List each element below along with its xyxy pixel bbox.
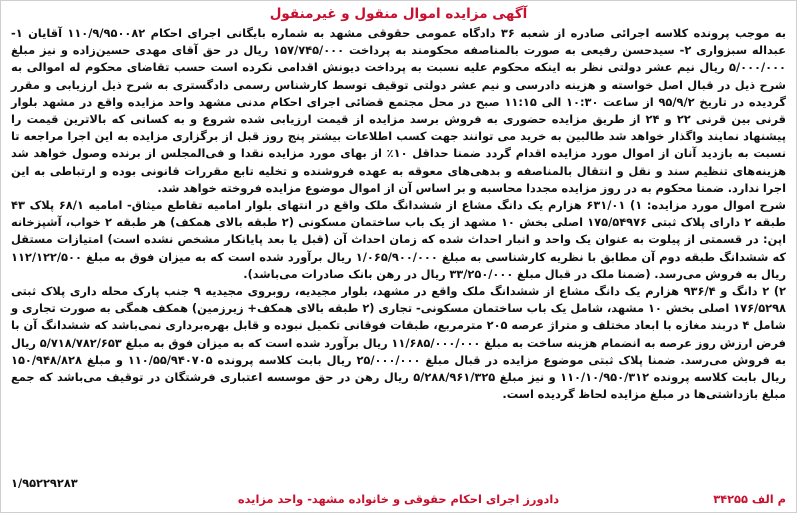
notice-paragraph-intro: به موجب پرونده کلاسه اجرائی صادره از شعبه ۳۶ دادگاه عمومی حقوقی مشهد به شماره بایگانی اجرای احکام ۱۱۰/۹/۹۵۰۰۸۲ آقایان ۱- عبداله سبزواری ۲- سیدحسن رفیعی به صورت بالمناصفه محکومند به پرداخت ۱۵۷/۷۴۵/۰۰۰ ریال در حق آقای مهدی حسین‌زاده و نیز مبلغ ۵/۰۰۰/۰۰۰ ریال نیم عشر دولتی نظر به اینکه محکوم علیه نسبت به پرداخت دیونش اقدامی نکرده است حسب تقاضای محکوم له اموالی به شرح ذیل در قبال اصل خواسته و هزینه دادرسی و نیم عشر دولتی توقیف توسط کارشناس رسمی دادگستری به شرح ذیل ارزیابی و مقرر گردیده در تاریخ ۹۵/۹/۲ از ساعت ۱۰:۳۰ الی ۱۱:۱۵ صبح در محل مجتمع قضائی اجرای احکام مدنی مشهد واحد مزایده واقع در مشهد بلوار قرنی بین قرنی ۲۲ و ۲۴ از طریق مزایده حضوری به فروش برسد مزایده از قیمت ارزیابی شده شروع و به کسانی که بالاترین قیمت را پیشنهاد نمایند واگذار خواهد شد طالبین به خرید می توانند جهت کسب اطلاعات بیشتر پنج روز قبل از برگزاری مزایده به این اجرا مراجعه تا نسبت به بازدید آنان از اموال مورد مزایده اقدام گردد ضمنا حداقل ۱۰٪ از بهای مورد مزایده نقدا و فی‌المجلس از برنده وصول خواهد شد هزینه‌های تنظیم سند و نقل و انتقال بالمناصفه و بدهی‌های معوقه به عهده فروشنده و تخلیه تابع مقررات قانونی بوده و ارتباطی به این اجرا ندارد. ضمنا محکوم به در روز مزایده مجددا محاسبه و بر اساس آن از اموال موضوع مزایده فروخته خواهد شد. [11,26,787,195]
notice-title: آگهی مزایده اموال منقول و غیرمنقول [269,6,528,22]
notice-paragraph-item-2: ۲) ۲ دانگ و ۹۳۶/۴ هزارم یک دانگ مشاع از ششدانگ ملک واقع در مشهد، بلوار مجیدیه، روبروی مجیدیه ۹ جنب پارک محله داری پلاک ثبتی ۱۷۶/۵۲۹۸ اصلی بخش ۱۰ مشهد، شامل یک باب ساختمان مسکونی- تجاری (۲ طبقه بالای همکف+ زیرزمین) همکف همگی به صورت تجاری و شامل ۴ دربند مغازه با ابعاد مختلف و متراژ عرصه ۲۰۵ مترمربع، طبقات فوقانی تکمیل نبوده و قابل بهره‌برداری نمی‌باشد که ششدانگ آن با فرض ارزش روز عرصه به انضمام هزینه ساخت به مبلغ ۱۱/۶۸۵/۰۰۰/۰۰۰ ریال برآورد شده است که به میزان فوق به مبلغ ۵/۷۱۸/۷۸۲/۶۵۳ ریال به فروش می‌رسد. ضمنا پلاک ثبتی موضوع مزایده در قبال مبلغ ۲۵/۰۰۰/۰۰۰ ریال بابت کلاسه پرونده ۱۱۰/۵۵/۹۴۰۷۰۵ و مبلغ ۱۵۰/۹۴۸/۸۲۸ ریال بابت کلاسه پرونده ۱۱۰/۱۰/۹۵۰/۳۱۲ و نیز مبلغ ۵/۲۸۸/۹۶۱/۳۲۵ ریال رهن در حق موسسه اعتباری فرشتگان در توقیف می‌باشد که جمع مبلغ بازداشتی‌ها در مبلغ مزایده لحاظ گردیده است. [11,284,787,402]
reference-number: م الف ۳۴۲۵۵ [713,492,786,506]
archive-number: ۱/۹۵۲۲۹۲۸۳ [11,476,78,490]
signature-line: دادورز اجرای احکام حقوقی و خانواده مشهد- واحد مزایده [237,492,560,506]
notice-paragraph-item-1: شرح اموال مورد مزایده: ۱) ۶۳۱/۰۱ هزارم یک دانگ مشاع از ششدانگ ملک واقع در انتهای بلوار امامیه تقاطع میثاق- امامیه ۶۸/۱ پلاک ۴۳ طبقه ۲ دارای پلاک ثبتی ۱۷۵/۵۴۹۷۶ اصلی بخش ۱۰ مشهد از یک باب ساختمان مسکونی (۲ طبقه بالای همکف) هر طبقه ۲ خواب، آشپزخانه اپن: در قسمتی از پیلوت به عنوان یک واحد و انبار احداث شده که زمان احداث آن (قبل یا بعد پایانکار مشخص نشده است) امتیازات مستقل که ششدانگ طبقه دوم آن مطابق با نظریه کارشناسی به مبلغ ۱/۰۶۵/۹۰۰/۰۰۰ ریال برآورد شده است که به میزان فوق به مبلغ ۱۱۲/۱۲۲/۵۰۰ ریال به فروش می‌رسد. (ضمنا ملک در قبال مبلغ ۳۳/۲۵۰/۰۰۰ ریال در رهن بانک صادرات می‌باشد). [11,198,786,281]
notice-body [11,25,786,403]
notice-footer [11,475,786,507]
